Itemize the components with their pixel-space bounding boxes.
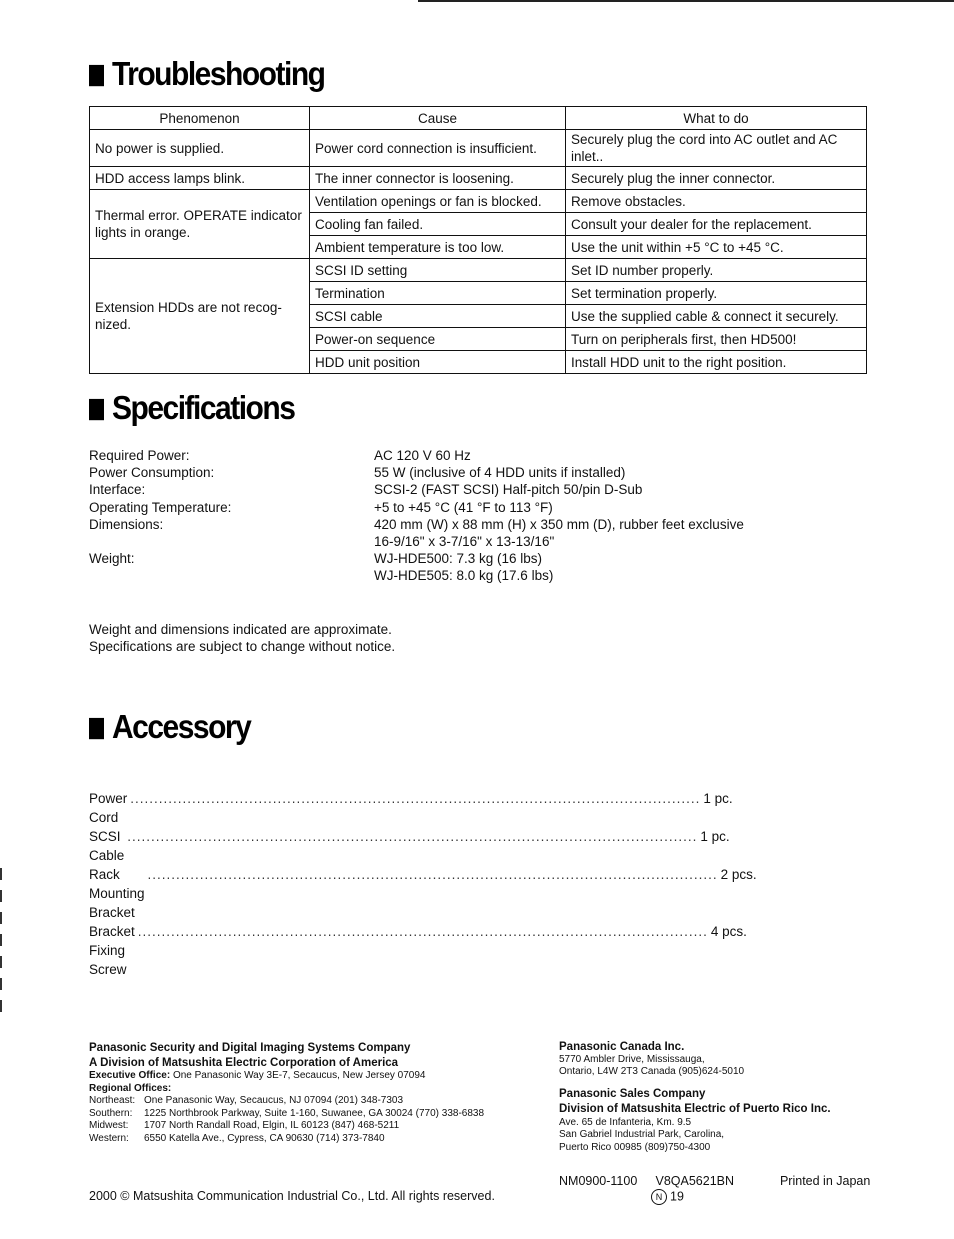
exec-label: Executive Office: [89,1070,171,1081]
us-office-block [89,1041,484,1145]
remedy-cell: Install HDD unit to the right position. [566,351,867,374]
top-rule [418,0,954,2]
accessory-name: Bracket Fixing Screw [89,924,135,977]
header-phenomenon: Phenomenon [90,107,310,130]
troubleshooting-table [89,106,867,374]
region-name: Southern: [89,1107,133,1119]
region-row [89,1108,484,1121]
binding-marks [0,868,2,1018]
leader-dots: ........................................................................................................................ [130,791,701,806]
table-row [90,167,867,190]
region-address: 6550 Katella Ave., Cypress, CA 90630 (714) 373-7840 [144,1132,385,1144]
accessory-qty: 1 pc. [700,829,730,844]
note-line: Specifications are subject to change without notice. [89,639,396,655]
spec-value: WJ-HDE500: 7.3 kg (16 lbs) [374,551,543,567]
list-item [89,789,733,827]
region-address: 1225 Northbrook Parkway, Suite 1-160, Suwanee, GA 30024 (770) 338-6838 [144,1107,485,1119]
spec-row [89,499,744,516]
cause-cell: SCSI cable [310,305,566,328]
heading-square-icon [89,64,104,85]
remedy-cell: Securely plug the inner connector. [566,167,867,190]
exec-value: One Panasonic Way 3E-7, Secaucus, New Jersey 07094 [172,1070,426,1081]
spec-value: 55 W (inclusive of 4 HDD units if installed) [374,465,626,481]
region-row [89,1120,484,1133]
circled-letter-icon: N [651,1189,667,1205]
accessory-heading [89,709,250,747]
spec-value: 16-9/16" x 3-7/16" x 13-13/16" [374,534,555,550]
header-what-to-do: What to do [566,107,867,130]
table-header-row [90,107,867,130]
region-name: Northeast: [89,1095,136,1106]
page-number-block [651,1189,684,1205]
remedy-cell: Set ID number properly. [566,259,867,282]
leader-dots: ........................................................................................................................ [137,924,708,939]
address-line: 5770 Ambler Drive, Mississauga, [559,1053,705,1065]
address-line: San Gabriel Industrial Park, Carolina, [559,1129,725,1140]
spec-row [89,550,744,584]
heading-square-icon [89,717,104,738]
table-row [90,130,867,167]
spec-label: Power Consumption: [89,465,215,481]
cause-cell: HDD unit position [310,351,566,374]
copyright: 2000 © Matsushita Communication Industrial Co., Ltd. All rights reserved. [89,1189,495,1203]
accessory-list [89,789,757,979]
spec-value: WJ-HDE505: 8.0 kg (17.6 lbs) [374,568,554,584]
part-code: V8QA5621BN [655,1174,735,1188]
page-number: 19 [670,1189,684,1204]
note-line: Weight and dimensions indicated are approximate. [89,622,392,637]
leader-dots: ........................................................................................................................ [127,829,698,844]
accessory-title: Accessory [112,708,251,746]
remedy-cell: Use the supplied cable & connect it securely. [566,305,867,328]
address-line: Ave. 65 de Infanteria, Km. 9.5 [559,1116,692,1128]
phenomenon-cell: Thermal error. OPERATE indicator lights in orange. [90,190,310,259]
spec-row [89,464,744,481]
specifications-list [89,447,744,585]
company-name: Panasonic Security and Digital Imaging Systems Company [89,1042,411,1054]
remedy-cell: Remove obstacles. [566,190,867,213]
cause-cell: The inner connector is loosening. [310,167,566,190]
address-line: Puerto Rico 00985 (809)750-4300 [559,1141,711,1153]
spec-notes [89,621,395,655]
troubleshooting-title: Troubleshooting [112,55,325,93]
cause-cell: Power-on sequence [310,328,566,351]
specifications-title: Specifications [112,389,295,427]
cause-cell: Power cord connection is insufficient. [310,130,566,167]
printed-in: Printed in Japan [779,1174,871,1188]
heading-square-icon [89,398,104,419]
accessory-qty: 1 pc. [703,791,733,806]
canada-company: Panasonic Canada Inc. [559,1041,685,1053]
remedy-cell: Set termination properly. [566,282,867,305]
international-office-block [559,1041,831,1154]
executive-office [89,1070,484,1083]
spec-row [89,481,744,498]
spec-value: SCSI-2 (FAST SCSI) Half-pitch 50/pin D-Sub [374,482,643,498]
remedy-cell: Use the unit within +5 °C to +45 °C. [566,236,867,259]
sales-company: Panasonic Sales Company [559,1087,706,1100]
specifications-heading [89,390,294,428]
header-cause: Cause [310,107,566,130]
table-row [90,259,867,282]
region-row [89,1133,484,1146]
remedy-cell: Securely plug the cord into AC outlet and AC inlet.. [566,130,867,167]
spec-row [89,447,744,464]
region-name: Midwest: [89,1120,129,1131]
spec-value: AC 120 V 60 Hz [374,448,471,463]
spec-value: +5 to +45 °C (41 °F to 113 °F) [374,499,553,515]
table-row [90,190,867,213]
region-row [89,1095,484,1108]
accessory-name: Rack Mounting Bracket [89,867,145,920]
leader-dots: ........................................................................................................................ [147,867,718,882]
troubleshooting-heading [89,56,324,94]
accessory-name: Power Cord [89,791,128,825]
company-division: A Division of Matsushita Electric Corporation of America [89,1056,399,1069]
list-item [89,827,730,865]
phenomenon-cell: Extension HDDs are not recognized. [90,259,310,374]
cause-cell: Cooling fan failed. [310,213,566,236]
cause-cell: Termination [310,282,566,305]
sales-division: Division of Matsushita Electric of Puerto Rico Inc. [559,1102,831,1115]
document-codes [559,1174,870,1188]
list-item [89,922,747,979]
region-address: One Panasonic Way, Secaucus, NJ 07094 (201) 348-7303 [144,1095,404,1106]
region-address: 1707 North Randall Road, Elgin, IL 60123 (847) 468-5211 [144,1120,400,1131]
region-name: Western: [89,1132,129,1144]
address-line: Ontario, L4W 2T3 Canada (905)624-5010 [559,1066,745,1077]
remedy-cell: Turn on peripherals first, then HD500! [566,328,867,351]
accessory-name: SCSI Cable [89,829,125,863]
cause-cell: Ventilation openings or fan is blocked. [310,190,566,213]
spec-value: 420 mm (W) x 88 mm (H) x 350 mm (D), rubber feet exclusive [374,516,744,532]
spec-label: Weight: [89,551,135,567]
accessory-qty: 2 pcs. [720,867,757,882]
phenomenon-cell: No power is supplied. [90,130,310,167]
spec-row [89,516,744,550]
regional-label: Regional Offices: [89,1082,172,1094]
cause-cell: SCSI ID setting [310,259,566,282]
spec-label: Interface: [89,482,146,498]
cause-cell: Ambient temperature is too low. [310,236,566,259]
accessory-qty: 4 pcs. [710,924,747,939]
remedy-cell: Consult your dealer for the replacement. [566,213,867,236]
phenomenon-cell: HDD access lamps blink. [90,167,310,190]
spec-label: Operating Temperature: [89,499,232,515]
spec-label: Required Power: [89,448,190,463]
list-item [89,865,757,922]
spec-label: Dimensions: [89,516,164,532]
doc-number: NM0900-1100 [559,1174,638,1188]
